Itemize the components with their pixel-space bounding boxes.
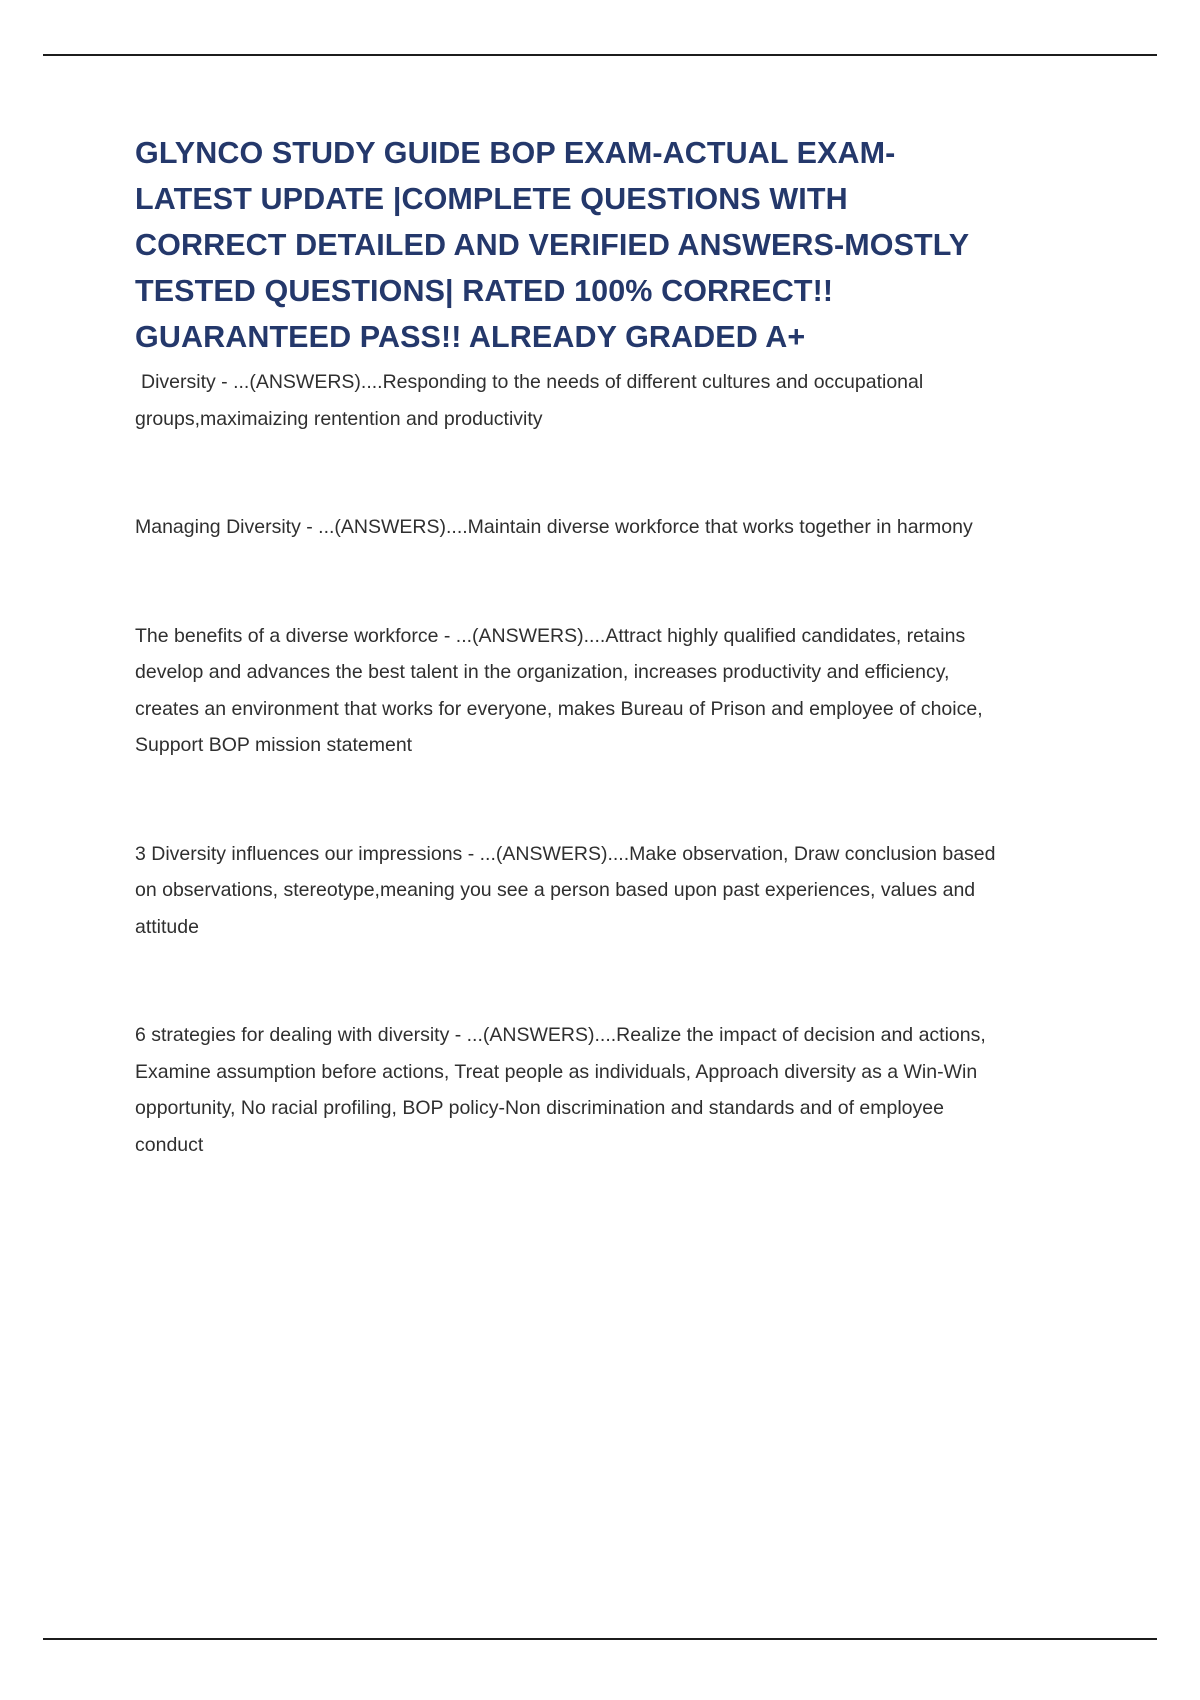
study-entry-benefits-diverse-workforce: The benefits of a diverse workforce - ...(ANSWERS)....Attract highly qualified candidates, retains develop and advances the best talent in the organization, increases productivity and efficiency, creates an environment that works for everyone, makes Bureau of Prison and employee of choice, Support BOP mission statement <box>135 624 983 756</box>
page-title: GLYNCO STUDY GUIDE BOP EXAM-ACTUAL EXAM-LATEST UPDATE |COMPLETE QUESTIONS WITH CORRECT DETAILED AND VERIFIED ANSWERS-MOSTLY TESTED QUESTIONS| RATED 100% CORRECT!! GUARANTEED PASS!! ALREADY GRADED A+ <box>135 136 969 354</box>
page-bottom-divider <box>43 1638 1157 1640</box>
study-entry-diversity: Diversity - ...(ANSWERS)....Responding to the needs of different cultures and occupational groups,maximaizing rentention and productivity <box>135 371 924 430</box>
page-top-divider <box>43 54 1157 56</box>
study-entry-diversity-influences-impressions: 3 Diversity influences our impressions - ...(ANSWERS)....Make observation, Draw conclusion based on observations, stereotype,meaning you see a person based upon past experiences, values and attitude <box>135 842 996 938</box>
study-entry-managing-diversity: Managing Diversity - ...(ANSWERS)....Maintain diverse workforce that works together in harmony <box>135 516 973 538</box>
document-content <box>135 130 1001 1163</box>
study-entry-strategies-dealing-diversity: 6 strategies for dealing with diversity - ...(ANSWERS)....Realize the impact of decision and actions, Examine assumption before actions, Treat people as individuals, Approach diversity as a Win-Win opportunity, No racial profiling, BOP policy-Non discrimination and standards and of employee conduct <box>135 1024 986 1156</box>
